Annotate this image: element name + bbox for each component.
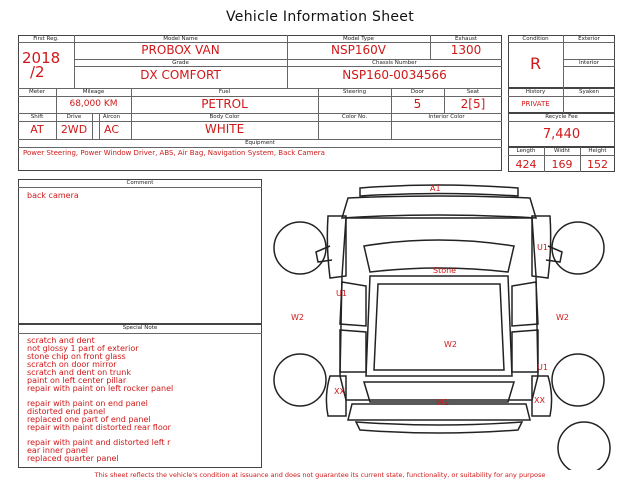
- grade-value: DX COMFORT: [140, 68, 221, 82]
- grid-line: [18, 187, 262, 188]
- exterior-label: Exterior: [578, 36, 600, 42]
- meter-label: Meter: [29, 89, 45, 95]
- shift-value: AT: [30, 123, 44, 136]
- equipment-label: Equipment: [245, 140, 275, 146]
- note-line: scratch on door mirror: [27, 360, 117, 369]
- note-line: repair with paint on left rocker panel: [27, 384, 174, 393]
- grade-label: Grade: [172, 60, 189, 66]
- body-color-label: Body Color: [209, 114, 240, 120]
- equipment-value: Power Steering, Power Window Driver, ABS, Air Bag, Navigation System, Back Camera: [23, 149, 325, 157]
- history-label: History: [525, 89, 546, 95]
- note-line: replaced quarter panel: [27, 454, 119, 463]
- note-line: stone chip on front glass: [27, 352, 126, 361]
- first-reg-year: 2018: [22, 49, 61, 67]
- damage-mark-w2: W2: [444, 340, 457, 349]
- damage-mark-u1: U1: [336, 289, 347, 298]
- length-value: 424: [515, 158, 537, 171]
- note-line: scratch and dent: [27, 336, 95, 345]
- grid-line: [508, 155, 615, 156]
- syaken-label: Syaken: [579, 89, 599, 95]
- aircon-value: AC: [103, 123, 119, 136]
- damage-mark-w2: W2: [556, 313, 569, 322]
- damage-mark-xx: XX: [534, 396, 545, 405]
- note-line: distorted end panel: [27, 407, 106, 416]
- model-type-value: NSP160V: [331, 43, 386, 57]
- drive-label: Drive: [66, 114, 82, 120]
- note-line: ear inner panel: [27, 446, 88, 455]
- grid-line: [92, 113, 93, 139]
- color-no-label: Color No.: [341, 114, 368, 120]
- sheet-title: Vehicle Information Sheet: [226, 9, 414, 25]
- model-name-value: PROBOX VAN: [141, 43, 220, 57]
- note-line: repair with paint distorted rear floor: [27, 423, 171, 432]
- note-line: not glossy 1 part of exterior: [27, 344, 139, 353]
- damage-mark-u1: U1: [537, 363, 548, 372]
- recycle-fee-label: Recycle Fee: [545, 114, 578, 120]
- seat-label: Seat: [466, 89, 480, 95]
- interior-label: Interior: [578, 60, 600, 66]
- model-type-label: Model Type: [343, 36, 374, 42]
- damage-mark-u1: U1: [537, 243, 548, 252]
- aircon-label: Aircon: [102, 114, 121, 120]
- note-line: paint on left center pillar: [27, 376, 127, 385]
- interior-color-label: Interior Color: [428, 114, 465, 120]
- exhaust-value: 1300: [450, 43, 482, 57]
- history-value: PRIVATE: [521, 100, 550, 108]
- condition-label: Condition: [522, 36, 549, 42]
- note-line: replaced one part of end panel: [27, 415, 151, 424]
- note-line: scratch and dent on trunk: [27, 368, 131, 377]
- mileage-label: Mileage: [82, 89, 105, 95]
- door-value: 5: [413, 97, 422, 111]
- seat-value: 2[5]: [460, 97, 486, 111]
- damage-mark-w2: W2: [291, 313, 304, 322]
- chassis-value: NSP160-0034566: [342, 68, 447, 82]
- grid-line: [508, 121, 615, 122]
- door-label: Door: [410, 89, 425, 95]
- grid-line: [18, 333, 262, 334]
- special-note-label: Special Note: [122, 325, 158, 331]
- height-label: Height: [588, 148, 607, 154]
- comment-label: Comment: [126, 180, 154, 186]
- width-label: Widht: [554, 148, 570, 154]
- mileage-value: 68,000 KM: [69, 99, 118, 109]
- damage-mark-a1: A1: [430, 184, 441, 193]
- damage-mark-stone: Stone: [433, 266, 457, 275]
- exhaust-label: Exhaust: [454, 36, 478, 42]
- damage-mark-w2: W2: [436, 398, 449, 407]
- condition-value: R: [529, 54, 542, 73]
- chassis-label: Chassis Number: [372, 60, 417, 66]
- body-color-value: WHITE: [204, 122, 245, 136]
- steering-label: Steering: [342, 89, 367, 95]
- length-label: Length: [516, 148, 536, 154]
- damage-mark-xx: XX: [334, 387, 345, 396]
- fuel-label: Fuel: [218, 89, 231, 95]
- height-value: 152: [587, 158, 608, 171]
- width-value: 169: [551, 158, 573, 171]
- car-diagram-icon: [268, 176, 620, 470]
- disclaimer: This sheet reflects the vehicle's condition at issuance and does not guarantee its current state, functionality, or suitability for any purpose: [94, 471, 546, 479]
- recycle-fee-value: 7,440: [542, 127, 581, 142]
- shift-label: Shift: [30, 114, 44, 120]
- grid-line: [508, 96, 615, 97]
- special-note-list: [27, 337, 259, 463]
- drive-value: 2WD: [60, 123, 88, 136]
- grid-line: [18, 147, 502, 148]
- first-reg-label: First Reg.: [33, 36, 59, 42]
- comment-box: [18, 179, 262, 324]
- fuel-value: PETROL: [201, 97, 248, 111]
- note-line: repair with paint on end panel: [27, 399, 148, 408]
- first-reg-month: /2: [30, 63, 45, 81]
- comment-text: back camera: [27, 191, 79, 200]
- model-name-label: Model Name: [163, 36, 198, 42]
- note-line: repair with paint and distorted left r: [27, 438, 171, 447]
